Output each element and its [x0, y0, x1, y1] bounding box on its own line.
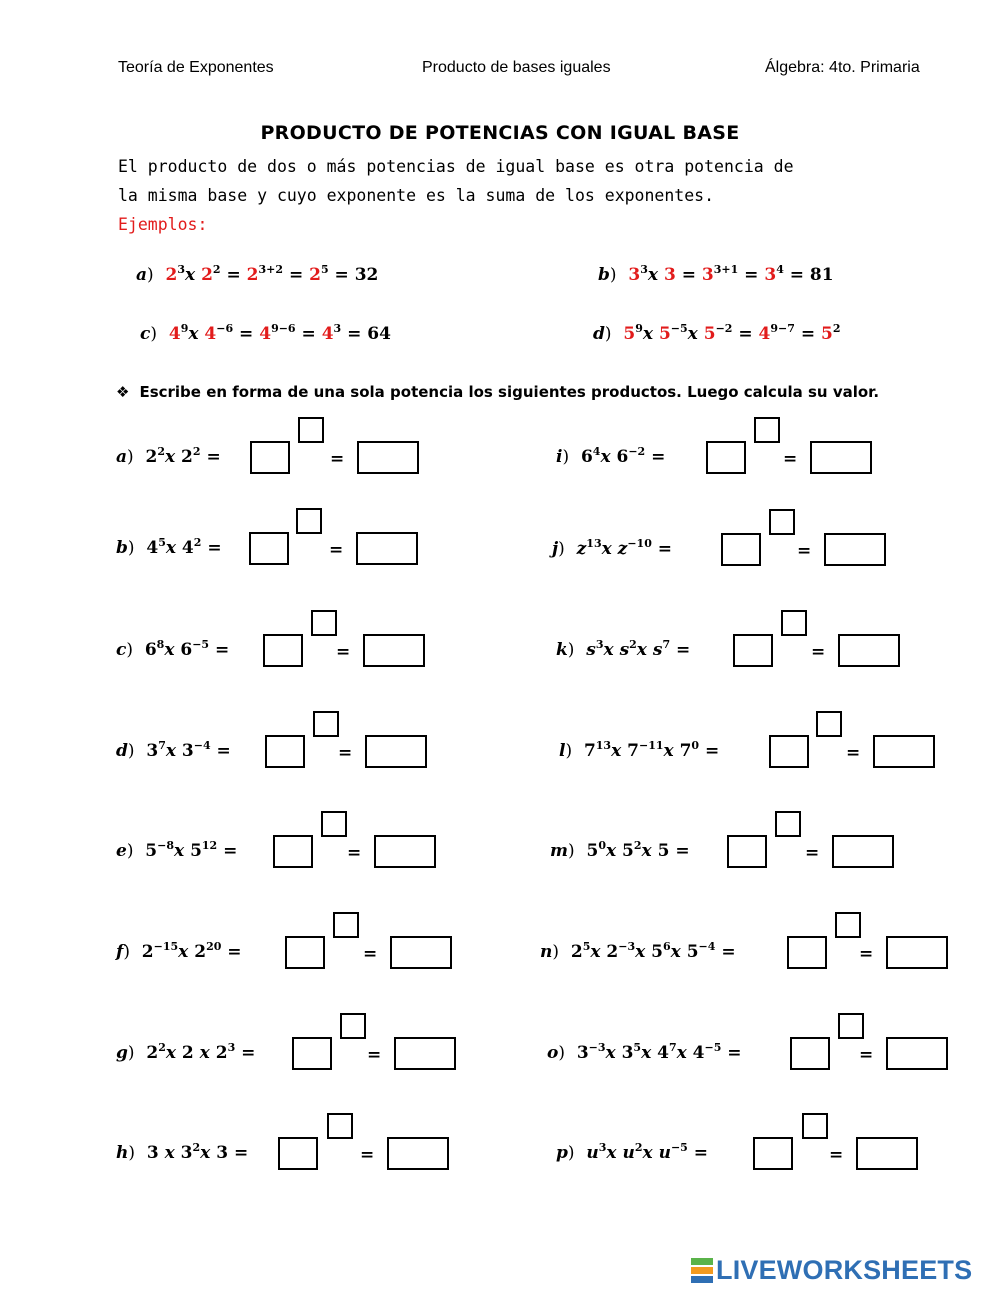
example-d: d) $5^9x$ $5^{-5}x$ $5^{-2} = 4^{9-7} = 5^2$ [593, 322, 841, 344]
exercise-i-base-box[interactable] [706, 441, 746, 474]
exercise-n-expression: n) $2^5x$ $2^{-3}x$ $5^6x$ $5^{-4}$ = [540, 940, 736, 962]
exercise-o-base-box[interactable] [790, 1037, 830, 1070]
example-c: c) $4^9x$ $4^{-6} = 4^{9-6} = 4^3 = 64$ [140, 322, 391, 344]
exercise-l-exponent-box[interactable] [816, 711, 842, 737]
exercise-e-equals: = [347, 843, 362, 863]
exercise-e-value-box[interactable] [374, 835, 436, 868]
exercise-e-expression: e) $5^{-8}x$ $5^{12}$ = [116, 839, 238, 861]
intro-line-1: El producto de dos o más potencias de igual base es otra potencia de [118, 157, 794, 176]
exercise-a-base-box[interactable] [250, 441, 290, 474]
exercise-o-value-box[interactable] [886, 1037, 948, 1070]
exercise-o-exponent-box[interactable] [838, 1013, 864, 1039]
header-center: Producto de bases iguales [422, 59, 611, 76]
exercise-e-base-box[interactable] [273, 835, 313, 868]
exercise-c-exponent-box[interactable] [311, 610, 337, 636]
exercise-h-value-box[interactable] [387, 1137, 449, 1170]
exercise-b-exponent-box[interactable] [296, 508, 322, 534]
exercise-g-expression: g) $2^2x$ 2 x $2^3$ = [116, 1041, 256, 1063]
exercise-k-value-box[interactable] [838, 634, 900, 667]
exercise-j-value-box[interactable] [824, 533, 886, 566]
exercise-d-value-box[interactable] [365, 735, 427, 768]
instruction-text: Escribe en forma de una sola potencia los siguientes productos. Luego calcula su valor. [139, 383, 880, 401]
exercise-h-exponent-box[interactable] [327, 1113, 353, 1139]
exercise-n-value-box[interactable] [886, 936, 948, 969]
exercise-p-expression: p) $u^3x$ $u^2x$ $u^{-5}$ = [556, 1141, 708, 1163]
header-left: Teoría de Exponentes [118, 59, 274, 76]
exercise-c-base-box[interactable] [263, 634, 303, 667]
exercise-n-exponent-box[interactable] [835, 912, 861, 938]
exercise-c-value-box[interactable] [363, 634, 425, 667]
exercise-f-value-box[interactable] [390, 936, 452, 969]
exercise-e-exponent-box[interactable] [321, 811, 347, 837]
exercise-l-equals: = [846, 743, 861, 763]
exercise-o-expression: o) $3^{-3}x$ $3^5x$ $4^7x$ $4^{-5}$ = [547, 1041, 742, 1063]
exercise-c-expression: c) $6^8x$ $6^{-5}$ = [116, 638, 230, 660]
exercise-c-equals: = [336, 642, 351, 662]
exercise-a-equals: = [330, 449, 345, 469]
exercise-b-equals: = [329, 540, 344, 560]
liveworksheets-logo [691, 1255, 972, 1286]
exercise-j-base-box[interactable] [721, 533, 761, 566]
exercise-l-base-box[interactable] [769, 735, 809, 768]
exercise-i-value-box[interactable] [810, 441, 872, 474]
exercise-a-expression: a) $2^2x$ $2^2$ = [116, 445, 221, 467]
exercise-o-equals: = [859, 1045, 874, 1065]
exercise-j-expression: j) $z^{13}x$ $z^{-10}$ = [552, 537, 673, 559]
examples-label: Ejemplos: [118, 215, 208, 234]
exercise-m-value-box[interactable] [832, 835, 894, 868]
exercise-b-base-box[interactable] [249, 532, 289, 565]
exercise-k-expression: k) $s^3x$ $s^2x$ $s^7$ = [556, 638, 691, 660]
exercise-m-exponent-box[interactable] [775, 811, 801, 837]
exercise-h-equals: = [360, 1145, 375, 1165]
exercise-p-equals: = [829, 1145, 844, 1165]
intro-line-2: la misma base y cuyo exponente es la suma de los exponentes. [118, 186, 715, 205]
exercise-a-exponent-box[interactable] [298, 417, 324, 443]
exercise-g-value-box[interactable] [394, 1037, 456, 1070]
exercise-k-equals: = [811, 642, 826, 662]
instruction [116, 383, 879, 401]
exercise-m-equals: = [805, 843, 820, 863]
exercise-f-exponent-box[interactable] [333, 912, 359, 938]
exercise-i-exponent-box[interactable] [754, 417, 780, 443]
exercise-d-base-box[interactable] [265, 735, 305, 768]
exercise-g-equals: = [367, 1045, 382, 1065]
exercise-j-exponent-box[interactable] [769, 509, 795, 535]
exercise-d-expression: d) $3^7x$ $3^{-4}$ = [116, 739, 231, 761]
exercise-d-exponent-box[interactable] [313, 711, 339, 737]
exercise-m-expression: m) $5^0x$ $5^2x$ 5 = [550, 839, 690, 861]
exercise-p-value-box[interactable] [856, 1137, 918, 1170]
exercise-p-base-box[interactable] [753, 1137, 793, 1170]
page-title: PRODUCTO DE POTENCIAS CON IGUAL BASE [260, 122, 740, 144]
exercise-i-expression: i) $6^4x$ $6^{-2}$ = [556, 445, 666, 467]
exercise-p-exponent-box[interactable] [802, 1113, 828, 1139]
exercise-j-equals: = [797, 541, 812, 561]
example-b: b) $3^3x$ $3 = 3^{3+1} = 3^4 = 81$ [598, 263, 834, 285]
diamond-bullet-icon: ❖ [116, 383, 130, 401]
exercise-b-value-box[interactable] [356, 532, 418, 565]
exercise-f-base-box[interactable] [285, 936, 325, 969]
exercise-k-exponent-box[interactable] [781, 610, 807, 636]
exercise-i-equals: = [783, 449, 798, 469]
exercise-h-base-box[interactable] [278, 1137, 318, 1170]
exercise-f-expression: f) $2^{-15}x$ $2^{20}$ = [116, 940, 242, 962]
exercise-b-expression: b) $4^5x$ $4^2$ = [116, 536, 222, 558]
exercise-m-base-box[interactable] [727, 835, 767, 868]
exercise-l-value-box[interactable] [873, 735, 935, 768]
header-right: Álgebra: 4to. Primaria [765, 59, 920, 76]
example-a: a) $2^3x$ $2^2 = 2^{3+2} = 2^5 = 32$ [136, 263, 379, 285]
exercise-l-expression: l) $7^{13}x$ $7^{-11}x$ $7^0$ = [559, 739, 720, 761]
exercise-h-expression: h) 3 x $3^2x$ 3 = [116, 1141, 249, 1163]
exercise-d-equals: = [338, 743, 353, 763]
exercise-g-base-box[interactable] [292, 1037, 332, 1070]
logo-text: LIVEWORKSHEETS [716, 1255, 973, 1285]
exercise-n-base-box[interactable] [787, 936, 827, 969]
exercise-k-base-box[interactable] [733, 634, 773, 667]
exercise-a-value-box[interactable] [357, 441, 419, 474]
exercise-g-exponent-box[interactable] [340, 1013, 366, 1039]
exercise-n-equals: = [859, 944, 874, 964]
exercise-f-equals: = [363, 944, 378, 964]
logo-mark-icon [691, 1258, 713, 1283]
